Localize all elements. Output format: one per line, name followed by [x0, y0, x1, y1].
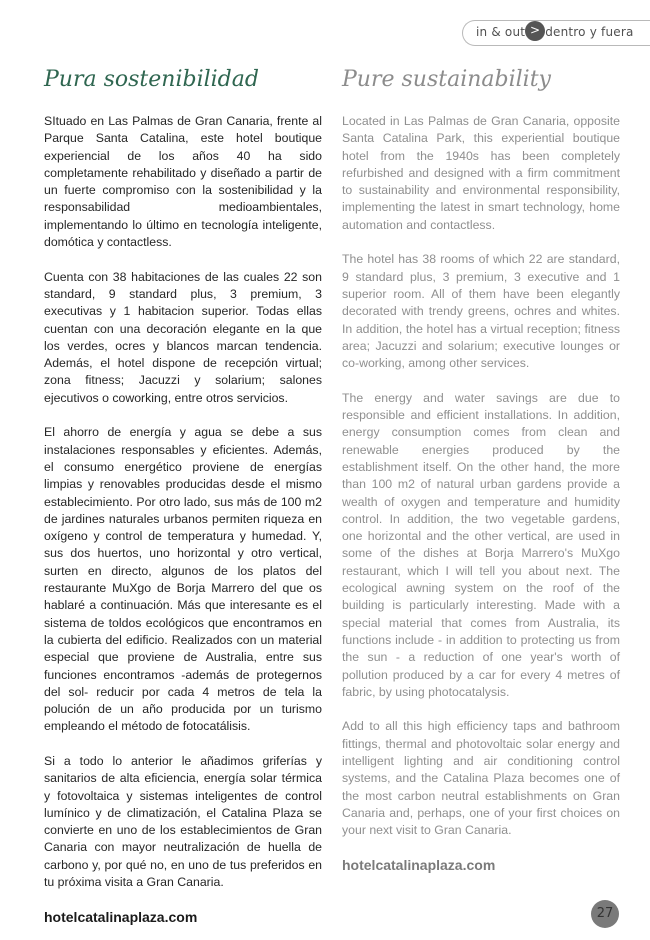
paragraph-en: The energy and water savings are due to responsible and efficient installations. In addition, energy consumption comes from clean and renewable energies produced by the establishment itself. On the other hand, the more than 100 m2 of natural urban gardens provide a wealth of oxygen and temperature and humidity control. In addition, the two vegetable gardens, one horizontal and the other vertical, are used in some of the dishes at Borja Marrero's MuXgo restaurant, which I will tell you about next. The ecological awning system on the roof of the building is particularly interesting. Made with a special material that comes from Australia, its functions include - in addition to protecting us from the sun - a reduction of one year's worth of pollution produced by a car for every 4 metres of fabric, by using photocatalysis. — [342, 390, 620, 699]
page-number: 27 — [591, 900, 619, 928]
paragraph-es: Cuenta con 38 habitaciones de las cuales 22 son standard, 9 standard plus, 3 premium, 3 executivas y 1 habitacion superior. Todas ellas cuentan con una decoración elegante en la que los verdes, ocres y blancos marcan tendencia. Además, el hotel dispone de recepción virtual; zona fitness; Jacuzzi y solarium; salones ejecutivos o coworking, entre otros servicios. — [44, 269, 322, 405]
paragraph-en: Located in Las Palmas de Gran Canaria, opposite Santa Catalina Park, this experiential boutique hotel from the 1940s has been completely refurbished and designed with a firm commitment to sustainability and environmental responsibility, implementing the latest in smart technology, home automation and contactless. — [342, 114, 620, 232]
spanish-column — [44, 64, 322, 925]
paragraph-es: Si a todo lo anterior le añadimos griferías y sanitarios de alta eficiencia, energía solar térmica y fotovoltaica y sistemas inteligentes de control lumínico y de climatización, el Catalina Plaza se convierte en uno de los establecimientos de Gran Canaria con mayor neutralización de huella de carbono y, por qué no, en uno de tus preferidos en tu próxima visita a Gran Canaria. — [44, 753, 322, 890]
paragraph-es: SItuado en Las Palmas de Gran Canaria, frente al Parque Santa Catalina, este hotel boutique experiencial de los años 40 ha sido completamente rehabilitado y diseñado a partir de un fuerte compromiso con la sostenibilidad y la responsabilidad medioambientales, implementando lo último en tecnología inteligente, domótica y contactless. — [44, 114, 322, 250]
section-header — [476, 24, 634, 41]
paragraph-en: Add to all this high efficiency taps and bathroom fittings, thermal and photovoltaic solar energy and intelligent lighting and air conditioning control systems, and the Catalina Plaza becomes one of the most carbon neutral establishments on Gran Canaria and, perhaps, one of your first choices on your next visit to Gran Canaria. — [342, 719, 620, 838]
website-link-es[interactable]: hotelcatalinaplaza.com — [44, 908, 198, 925]
english-column — [342, 64, 620, 873]
article-title-es: Pura sostenibilidad — [44, 67, 259, 92]
article-title-en: Pure sustainability — [342, 67, 551, 92]
arrow-right-icon: > — [525, 21, 545, 41]
paragraph-es: El ahorro de energía y agua se debe a sus instalaciones responsables y eficientes. Además, el consumo energético proviene de energías limpias y renovables producidas desde el mismo establecimiento. Por otro lado, sus más de 100 m2 de jardines naturales urbanos permiten riqueza en oxígeno y control de temperatura y humedad. Y, sus dos huertos, uno horizontal y otro vertical, surten en directo, algunos de los platos del restaurante MuXgo de Borja Marrero del que os hablaré a continuación. Más que interesante es el sistema de toldos ecológicos que encontramos en la cubierta del edificio. Realizados con un material especial que proviene de Australia, entre sus funciones encontramos -además de protegernos del sol- reducir por cada 4 metros de tela la polución de un año producida por un turismo empleando el método de fotocatálisis. — [44, 425, 322, 734]
section-header-suffix: dentro y fuera — [545, 25, 634, 39]
website-link-en[interactable]: hotelcatalinaplaza.com — [342, 856, 496, 873]
paragraph-en: The hotel has 38 rooms of which 22 are standard, 9 standard plus, 3 premium, 3 executive and 1 superior room. All of them have been elegantly decorated with trendy greens, ochres and whites. In addition, the hotel has a virtual reception; fitness area; Jacuzzi and solarium; executive lounges or co-working, among other services. — [342, 252, 620, 371]
section-header-prefix: in & out — [476, 25, 526, 39]
